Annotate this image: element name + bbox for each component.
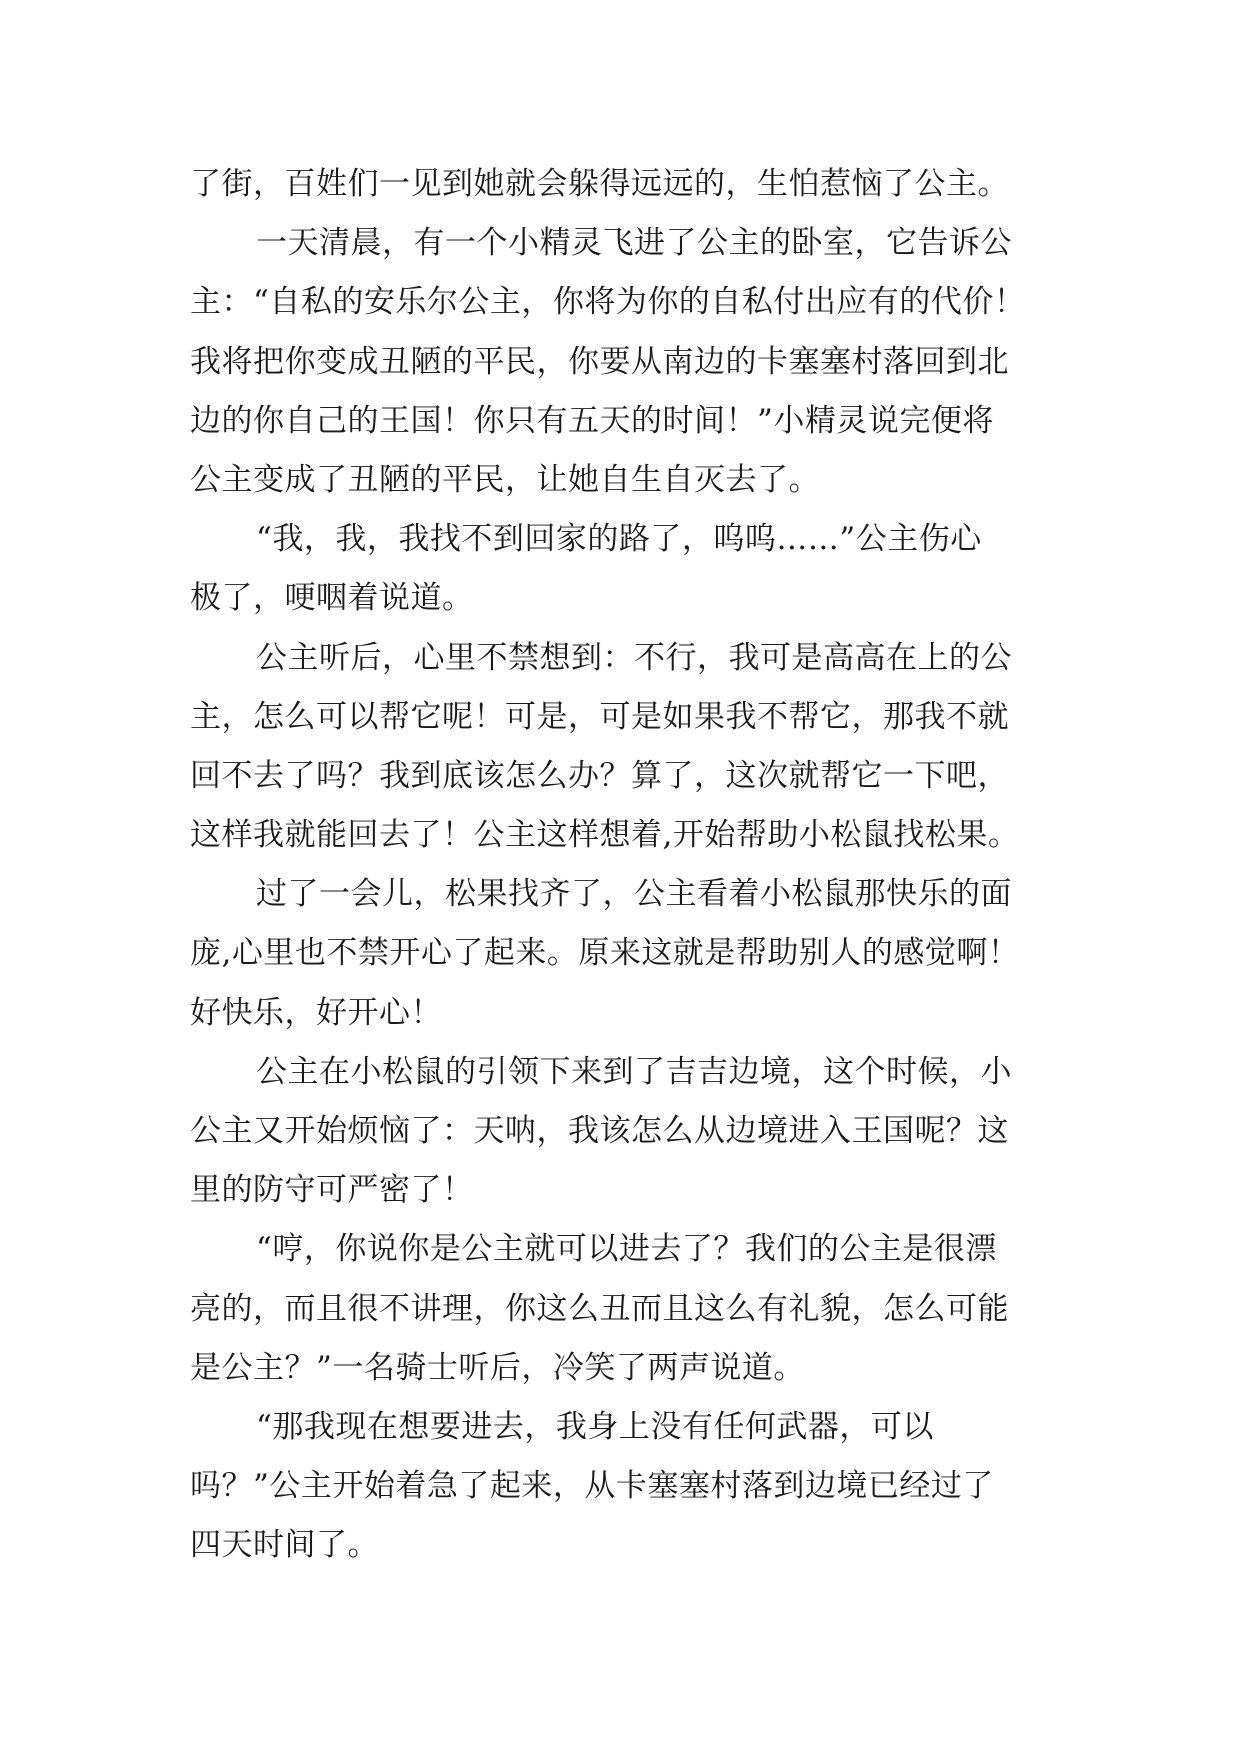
text-line: 主：“自私的安乐尔公主，你将为你的自私付出应有的代价！ (190, 284, 1026, 321)
text-line: 四天时间了。 (190, 1527, 379, 1564)
text-line: 庞,心里也不禁开心了起来。原来这就是帮助别人的感觉啊！ (190, 935, 1020, 972)
text-line: 我将把你变成丑陋的平民，你要从南边的卡塞塞村落回到北 (190, 343, 1009, 380)
text-line: 边的你自己的王国！你只有五天的时间！”小精灵说完便将 (190, 402, 994, 439)
text-line: 吗？”公主开始着急了起来，从卡塞塞村落到边境已经过了 (190, 1468, 994, 1505)
text-line: 主，怎么可以帮它呢！可是，可是如果我不帮它，那我不就 (190, 698, 1009, 735)
paragraph-start-line: “那我现在想要进去，我身上没有任何武器，可以 (256, 1408, 934, 1445)
text-line: 亮的，而且很不讲理，你这么丑而且这么有礼貌，怎么可能 (190, 1290, 1009, 1327)
paragraph-start-line: “哼，你说你是公主就可以进去了？我们的公主是很漂 (256, 1231, 997, 1268)
text-line: 了街，百姓们一见到她就会躲得远远的，生怕惹恼了公主。 (190, 166, 1009, 202)
text-line: 公主变成了丑陋的平民，让她自生自灭去了。 (190, 461, 820, 498)
paragraph-start-line: 一天清晨，有一个小精灵飞进了公主的卧室，它告诉公 (256, 225, 1012, 262)
paragraph-start-line: 公主听后，心里不禁想到：不行，我可是高高在上的公 (256, 639, 1012, 676)
text-line: 回不去了吗？我到底该怎么办？算了，这次就帮它一下吧， (190, 757, 1009, 794)
paragraph-start-line: “我，我，我找不到回家的路了，呜呜……”公主伤心 (256, 521, 982, 558)
text-line: 极了，哽咽着说道。 (190, 580, 474, 617)
paragraph-start-line: 公主在小松鼠的引领下来到了吉吉边境，这个时候，小 (256, 1053, 1012, 1090)
paragraph-start-line: 过了一会儿，松果找齐了，公主看着小松鼠那快乐的面 (256, 876, 1012, 913)
text-line: 里的防守可严密了！ (190, 1172, 474, 1209)
body-text (190, 155, 1070, 1576)
text-line: 是公主？”一名骑士听后，冷笑了两声说道。 (190, 1349, 805, 1386)
text-line: 好快乐，好开心！ (190, 994, 442, 1031)
text-line: 公主又开始烦恼了：天呐，我该怎么从边境进入王国呢？这 (190, 1113, 1009, 1149)
text-line: 这样我就能回去了！公主这样想着,开始帮助小松鼠找松果。 (190, 817, 1020, 854)
